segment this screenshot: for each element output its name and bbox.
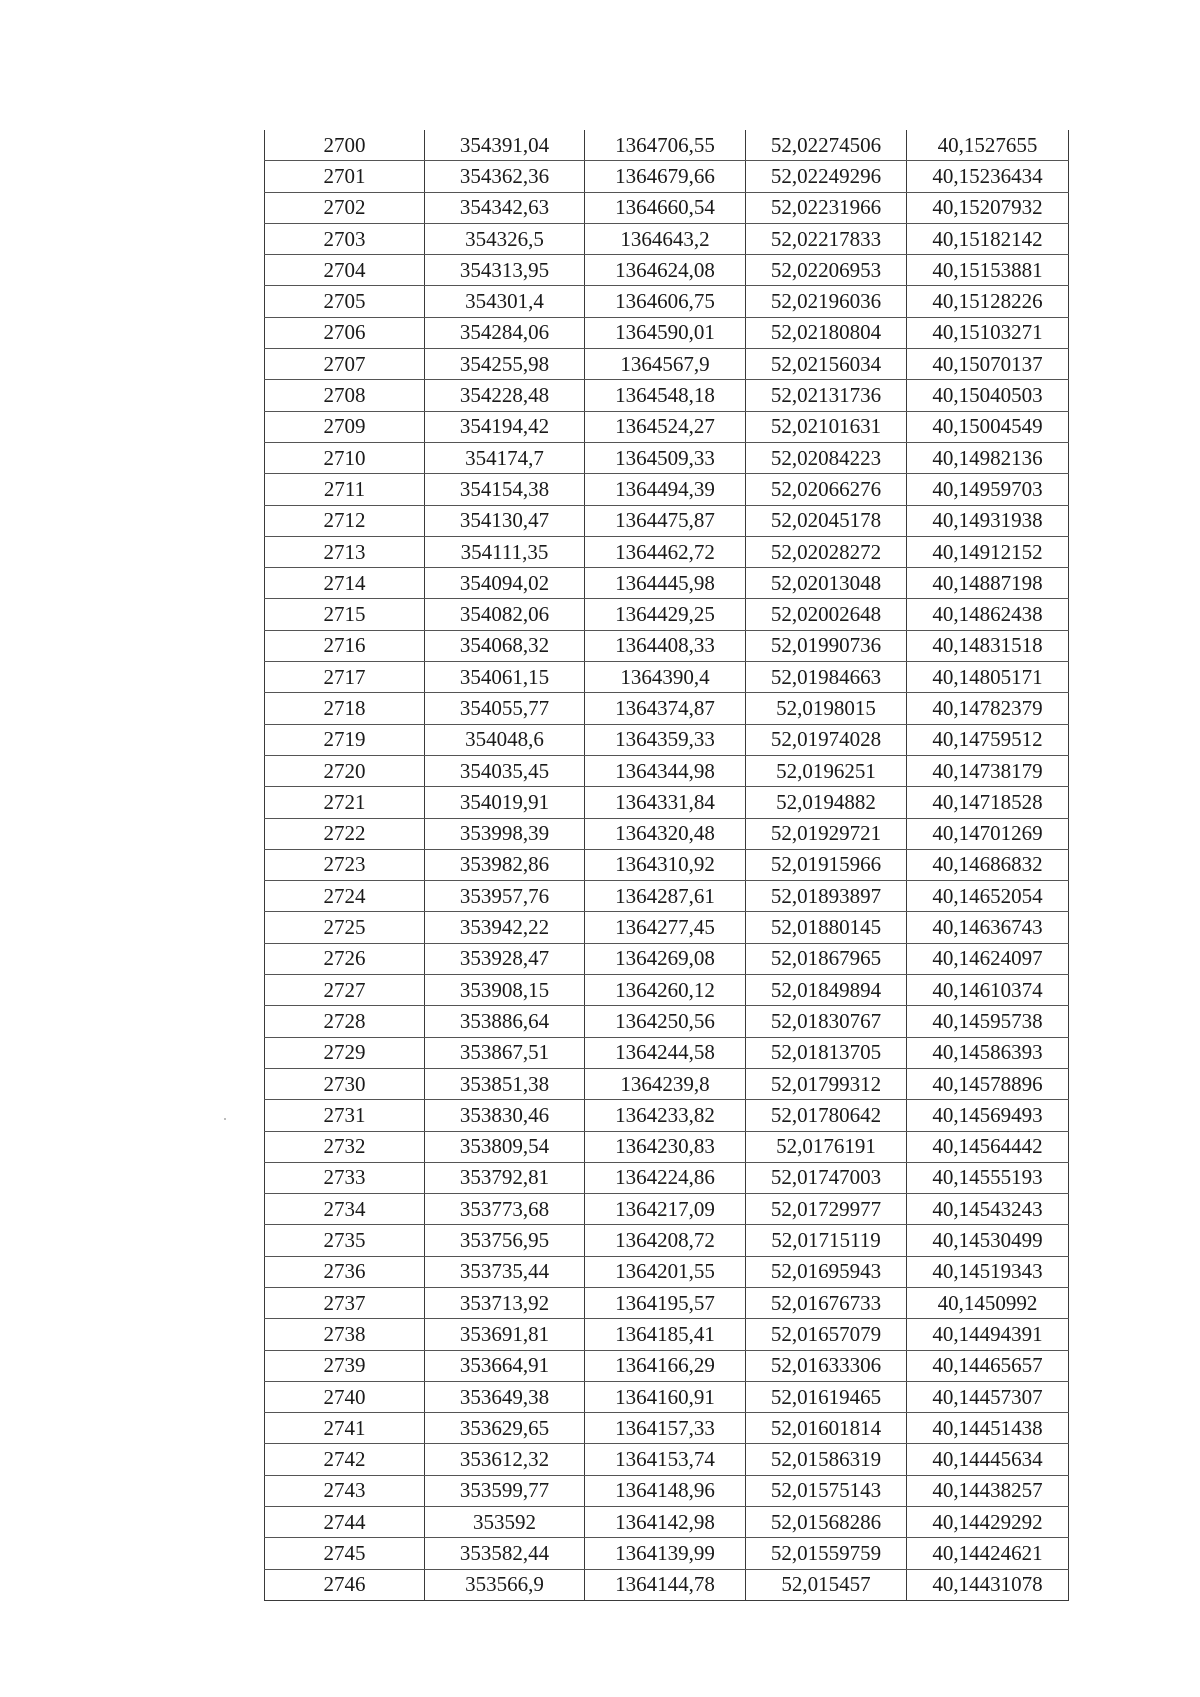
longitude-cell: 40,15236434	[907, 161, 1069, 192]
latitude-cell: 52,01633306	[746, 1350, 907, 1381]
point-number-cell: 2745	[265, 1538, 425, 1569]
point-number-cell: 2734	[265, 1194, 425, 1225]
table-row	[265, 1287, 1069, 1318]
y-coordinate-cell: 1364606,75	[585, 286, 746, 317]
latitude-cell: 52,02131736	[746, 380, 907, 411]
latitude-cell: 52,01780642	[746, 1100, 907, 1131]
point-number-cell: 2723	[265, 849, 425, 880]
longitude-cell: 40,14636743	[907, 912, 1069, 943]
y-coordinate-cell: 1364217,09	[585, 1194, 746, 1225]
y-coordinate-cell: 1364144,78	[585, 1569, 746, 1600]
table-row	[265, 161, 1069, 192]
table-row	[265, 1131, 1069, 1162]
longitude-cell: 40,14445634	[907, 1444, 1069, 1475]
latitude-cell: 52,0176191	[746, 1131, 907, 1162]
longitude-cell: 40,14701269	[907, 818, 1069, 849]
longitude-cell: 40,14931938	[907, 505, 1069, 536]
latitude-cell: 52,02231966	[746, 192, 907, 223]
x-coordinate-cell: 353809,54	[425, 1131, 585, 1162]
point-number-cell: 2713	[265, 536, 425, 567]
latitude-cell: 52,02196036	[746, 286, 907, 317]
latitude-cell: 52,01799312	[746, 1068, 907, 1099]
table-row	[265, 1507, 1069, 1538]
x-coordinate-cell: 353928,47	[425, 943, 585, 974]
longitude-cell: 40,14738179	[907, 755, 1069, 786]
longitude-cell: 40,14457307	[907, 1381, 1069, 1412]
longitude-cell: 40,14569493	[907, 1100, 1069, 1131]
latitude-cell: 52,02217833	[746, 223, 907, 254]
y-coordinate-cell: 1364590,01	[585, 317, 746, 348]
latitude-cell: 52,02002648	[746, 599, 907, 630]
latitude-cell: 52,02084223	[746, 442, 907, 473]
point-number-cell: 2701	[265, 161, 425, 192]
latitude-cell: 52,01849894	[746, 975, 907, 1006]
scan-speck	[224, 1118, 226, 1120]
point-number-cell: 2722	[265, 818, 425, 849]
latitude-cell: 52,01657079	[746, 1319, 907, 1350]
latitude-cell: 52,0194882	[746, 787, 907, 818]
table-row	[265, 255, 1069, 286]
latitude-cell: 52,01867965	[746, 943, 907, 974]
latitude-cell: 52,02274506	[746, 130, 907, 161]
table-row	[265, 1444, 1069, 1475]
y-coordinate-cell: 1364660,54	[585, 192, 746, 223]
longitude-cell: 40,14465657	[907, 1350, 1069, 1381]
x-coordinate-cell: 353908,15	[425, 975, 585, 1006]
y-coordinate-cell: 1364679,66	[585, 161, 746, 192]
x-coordinate-cell: 353867,51	[425, 1037, 585, 1068]
point-number-cell: 2716	[265, 630, 425, 661]
x-coordinate-cell: 353886,64	[425, 1006, 585, 1037]
x-coordinate-cell: 354326,5	[425, 223, 585, 254]
x-coordinate-cell: 353599,77	[425, 1475, 585, 1506]
longitude-cell: 40,14578896	[907, 1068, 1069, 1099]
table-row	[265, 1100, 1069, 1131]
table-row	[265, 130, 1069, 161]
latitude-cell: 52,01880145	[746, 912, 907, 943]
latitude-cell: 52,01601814	[746, 1413, 907, 1444]
x-coordinate-cell: 354284,06	[425, 317, 585, 348]
longitude-cell: 40,14912152	[907, 536, 1069, 567]
point-number-cell: 2741	[265, 1413, 425, 1444]
table-row	[265, 755, 1069, 786]
latitude-cell: 52,01586319	[746, 1444, 907, 1475]
point-number-cell: 2737	[265, 1287, 425, 1318]
x-coordinate-cell: 353612,32	[425, 1444, 585, 1475]
latitude-cell: 52,01813705	[746, 1037, 907, 1068]
point-number-cell: 2735	[265, 1225, 425, 1256]
latitude-cell: 52,02180804	[746, 317, 907, 348]
table-row	[265, 411, 1069, 442]
latitude-cell: 52,02206953	[746, 255, 907, 286]
latitude-cell: 52,02156034	[746, 349, 907, 380]
y-coordinate-cell: 1364408,33	[585, 630, 746, 661]
y-coordinate-cell: 1364166,29	[585, 1350, 746, 1381]
point-number-cell: 2728	[265, 1006, 425, 1037]
latitude-cell: 52,01974028	[746, 724, 907, 755]
point-number-cell: 2709	[265, 411, 425, 442]
x-coordinate-cell: 353735,44	[425, 1256, 585, 1287]
latitude-cell: 52,0198015	[746, 693, 907, 724]
table-row	[265, 693, 1069, 724]
point-number-cell: 2742	[265, 1444, 425, 1475]
latitude-cell: 52,01830767	[746, 1006, 907, 1037]
latitude-cell: 52,02101631	[746, 411, 907, 442]
y-coordinate-cell: 1364142,98	[585, 1507, 746, 1538]
latitude-cell: 52,01893897	[746, 881, 907, 912]
x-coordinate-cell: 353792,81	[425, 1162, 585, 1193]
x-coordinate-cell: 354255,98	[425, 349, 585, 380]
x-coordinate-cell: 354082,06	[425, 599, 585, 630]
latitude-cell: 52,01715119	[746, 1225, 907, 1256]
x-coordinate-cell: 353592	[425, 1507, 585, 1538]
table-row	[265, 349, 1069, 380]
y-coordinate-cell: 1364233,82	[585, 1100, 746, 1131]
point-number-cell: 2731	[265, 1100, 425, 1131]
y-coordinate-cell: 1364706,55	[585, 130, 746, 161]
y-coordinate-cell: 1364390,4	[585, 662, 746, 693]
x-coordinate-cell: 354061,15	[425, 662, 585, 693]
x-coordinate-cell: 353713,92	[425, 1287, 585, 1318]
table-row	[265, 1162, 1069, 1193]
longitude-cell: 40,14494391	[907, 1319, 1069, 1350]
table-row	[265, 1538, 1069, 1569]
y-coordinate-cell: 1364320,48	[585, 818, 746, 849]
longitude-cell: 40,1450992	[907, 1287, 1069, 1318]
x-coordinate-cell: 353998,39	[425, 818, 585, 849]
longitude-cell: 40,14586393	[907, 1037, 1069, 1068]
x-coordinate-cell: 354094,02	[425, 568, 585, 599]
y-coordinate-cell: 1364310,92	[585, 849, 746, 880]
longitude-cell: 40,14429292	[907, 1507, 1069, 1538]
y-coordinate-cell: 1364250,56	[585, 1006, 746, 1037]
x-coordinate-cell: 354174,7	[425, 442, 585, 473]
longitude-cell: 40,14782379	[907, 693, 1069, 724]
latitude-cell: 52,01990736	[746, 630, 907, 661]
x-coordinate-cell: 353942,22	[425, 912, 585, 943]
x-coordinate-cell: 353566,9	[425, 1569, 585, 1600]
latitude-cell: 52,02013048	[746, 568, 907, 599]
latitude-cell: 52,02028272	[746, 536, 907, 567]
latitude-cell: 52,015457	[746, 1569, 907, 1600]
table-row	[265, 849, 1069, 880]
y-coordinate-cell: 1364201,55	[585, 1256, 746, 1287]
longitude-cell: 40,14438257	[907, 1475, 1069, 1506]
point-number-cell: 2718	[265, 693, 425, 724]
y-coordinate-cell: 1364185,41	[585, 1319, 746, 1350]
point-number-cell: 2706	[265, 317, 425, 348]
x-coordinate-cell: 354301,4	[425, 286, 585, 317]
latitude-cell: 52,01575143	[746, 1475, 907, 1506]
y-coordinate-cell: 1364429,25	[585, 599, 746, 630]
point-number-cell: 2746	[265, 1569, 425, 1600]
x-coordinate-cell: 354154,38	[425, 474, 585, 505]
latitude-cell: 52,01695943	[746, 1256, 907, 1287]
latitude-cell: 52,01619465	[746, 1381, 907, 1412]
latitude-cell: 52,01929721	[746, 818, 907, 849]
x-coordinate-cell: 354068,32	[425, 630, 585, 661]
latitude-cell: 52,01915966	[746, 849, 907, 880]
longitude-cell: 40,15040503	[907, 380, 1069, 411]
latitude-cell: 52,01568286	[746, 1507, 907, 1538]
table-row	[265, 1194, 1069, 1225]
point-number-cell: 2733	[265, 1162, 425, 1193]
table-row	[265, 787, 1069, 818]
y-coordinate-cell: 1364567,9	[585, 349, 746, 380]
longitude-cell: 40,14759512	[907, 724, 1069, 755]
table-row	[265, 1475, 1069, 1506]
y-coordinate-cell: 1364160,91	[585, 1381, 746, 1412]
x-coordinate-cell: 354362,36	[425, 161, 585, 192]
y-coordinate-cell: 1364153,74	[585, 1444, 746, 1475]
table-row	[265, 1037, 1069, 1068]
point-number-cell: 2708	[265, 380, 425, 411]
longitude-cell: 40,14543243	[907, 1194, 1069, 1225]
x-coordinate-cell: 353756,95	[425, 1225, 585, 1256]
table-row	[265, 912, 1069, 943]
point-number-cell: 2724	[265, 881, 425, 912]
longitude-cell: 40,14610374	[907, 975, 1069, 1006]
table-row	[265, 599, 1069, 630]
table-row	[265, 1225, 1069, 1256]
x-coordinate-cell: 353629,65	[425, 1413, 585, 1444]
table-row	[265, 474, 1069, 505]
table-row	[265, 1350, 1069, 1381]
table-row	[265, 630, 1069, 661]
table-row	[265, 1319, 1069, 1350]
longitude-cell: 40,14831518	[907, 630, 1069, 661]
point-number-cell: 2743	[265, 1475, 425, 1506]
x-coordinate-cell: 353982,86	[425, 849, 585, 880]
y-coordinate-cell: 1364374,87	[585, 693, 746, 724]
x-coordinate-cell: 354055,77	[425, 693, 585, 724]
longitude-cell: 40,14718528	[907, 787, 1069, 818]
y-coordinate-cell: 1364269,08	[585, 943, 746, 974]
table-row	[265, 662, 1069, 693]
x-coordinate-cell: 354228,48	[425, 380, 585, 411]
x-coordinate-cell: 353830,46	[425, 1100, 585, 1131]
y-coordinate-cell: 1364524,27	[585, 411, 746, 442]
x-coordinate-cell: 353851,38	[425, 1068, 585, 1099]
y-coordinate-cell: 1364239,8	[585, 1068, 746, 1099]
x-coordinate-cell: 354391,04	[425, 130, 585, 161]
point-number-cell: 2736	[265, 1256, 425, 1287]
point-number-cell: 2726	[265, 943, 425, 974]
table-row	[265, 568, 1069, 599]
longitude-cell: 40,15070137	[907, 349, 1069, 380]
x-coordinate-cell: 353691,81	[425, 1319, 585, 1350]
point-number-cell: 2703	[265, 223, 425, 254]
table-row	[265, 536, 1069, 567]
y-coordinate-cell: 1364277,45	[585, 912, 746, 943]
x-coordinate-cell: 353773,68	[425, 1194, 585, 1225]
point-number-cell: 2740	[265, 1381, 425, 1412]
latitude-cell: 52,01984663	[746, 662, 907, 693]
table-row	[265, 881, 1069, 912]
point-number-cell: 2721	[265, 787, 425, 818]
longitude-cell: 40,15103271	[907, 317, 1069, 348]
table-row	[265, 223, 1069, 254]
longitude-cell: 40,15153881	[907, 255, 1069, 286]
table-row	[265, 317, 1069, 348]
point-number-cell: 2702	[265, 192, 425, 223]
longitude-cell: 40,14519343	[907, 1256, 1069, 1287]
y-coordinate-cell: 1364287,61	[585, 881, 746, 912]
point-number-cell: 2738	[265, 1319, 425, 1350]
table-row	[265, 818, 1069, 849]
longitude-cell: 40,15207932	[907, 192, 1069, 223]
table-row	[265, 286, 1069, 317]
point-number-cell: 2711	[265, 474, 425, 505]
point-number-cell: 2707	[265, 349, 425, 380]
y-coordinate-cell: 1364462,72	[585, 536, 746, 567]
y-coordinate-cell: 1364643,2	[585, 223, 746, 254]
point-number-cell: 2700	[265, 130, 425, 161]
latitude-cell: 52,02066276	[746, 474, 907, 505]
table-row	[265, 1569, 1069, 1600]
y-coordinate-cell: 1364344,98	[585, 755, 746, 786]
table-row	[265, 505, 1069, 536]
y-coordinate-cell: 1364244,58	[585, 1037, 746, 1068]
y-coordinate-cell: 1364548,18	[585, 380, 746, 411]
longitude-cell: 40,1527655	[907, 130, 1069, 161]
point-number-cell: 2704	[265, 255, 425, 286]
table-row	[265, 1413, 1069, 1444]
y-coordinate-cell: 1364224,86	[585, 1162, 746, 1193]
longitude-cell: 40,14530499	[907, 1225, 1069, 1256]
point-number-cell: 2719	[265, 724, 425, 755]
y-coordinate-cell: 1364157,33	[585, 1413, 746, 1444]
longitude-cell: 40,14595738	[907, 1006, 1069, 1037]
table-row	[265, 1068, 1069, 1099]
x-coordinate-cell: 354019,91	[425, 787, 585, 818]
y-coordinate-cell: 1364494,39	[585, 474, 746, 505]
longitude-cell: 40,14982136	[907, 442, 1069, 473]
table-row	[265, 975, 1069, 1006]
longitude-cell: 40,15182142	[907, 223, 1069, 254]
y-coordinate-cell: 1364148,96	[585, 1475, 746, 1506]
table-row	[265, 192, 1069, 223]
y-coordinate-cell: 1364208,72	[585, 1225, 746, 1256]
y-coordinate-cell: 1364509,33	[585, 442, 746, 473]
longitude-cell: 40,14862438	[907, 599, 1069, 630]
point-number-cell: 2712	[265, 505, 425, 536]
longitude-cell: 40,14887198	[907, 568, 1069, 599]
x-coordinate-cell: 354194,42	[425, 411, 585, 442]
longitude-cell: 40,14805171	[907, 662, 1069, 693]
point-number-cell: 2710	[265, 442, 425, 473]
y-coordinate-cell: 1364359,33	[585, 724, 746, 755]
x-coordinate-cell: 353649,38	[425, 1381, 585, 1412]
y-coordinate-cell: 1364475,87	[585, 505, 746, 536]
y-coordinate-cell: 1364139,99	[585, 1538, 746, 1569]
point-number-cell: 2739	[265, 1350, 425, 1381]
point-number-cell: 2715	[265, 599, 425, 630]
point-number-cell: 2732	[265, 1131, 425, 1162]
y-coordinate-cell: 1364260,12	[585, 975, 746, 1006]
x-coordinate-cell: 353582,44	[425, 1538, 585, 1569]
point-number-cell: 2714	[265, 568, 425, 599]
x-coordinate-cell: 354130,47	[425, 505, 585, 536]
latitude-cell: 52,01747003	[746, 1162, 907, 1193]
longitude-cell: 40,14686832	[907, 849, 1069, 880]
longitude-cell: 40,14424621	[907, 1538, 1069, 1569]
y-coordinate-cell: 1364445,98	[585, 568, 746, 599]
longitude-cell: 40,15128226	[907, 286, 1069, 317]
table-row	[265, 943, 1069, 974]
point-number-cell: 2705	[265, 286, 425, 317]
point-number-cell: 2729	[265, 1037, 425, 1068]
longitude-cell: 40,14624097	[907, 943, 1069, 974]
point-number-cell: 2727	[265, 975, 425, 1006]
point-number-cell: 2720	[265, 755, 425, 786]
longitude-cell: 40,14959703	[907, 474, 1069, 505]
coordinates-table	[264, 130, 1069, 1601]
point-number-cell: 2730	[265, 1068, 425, 1099]
point-number-cell: 2744	[265, 1507, 425, 1538]
x-coordinate-cell: 354111,35	[425, 536, 585, 567]
x-coordinate-cell: 353664,91	[425, 1350, 585, 1381]
table-row	[265, 1381, 1069, 1412]
x-coordinate-cell: 354313,95	[425, 255, 585, 286]
x-coordinate-cell: 354035,45	[425, 755, 585, 786]
x-coordinate-cell: 354048,6	[425, 724, 585, 755]
y-coordinate-cell: 1364230,83	[585, 1131, 746, 1162]
x-coordinate-cell: 353957,76	[425, 881, 585, 912]
longitude-cell: 40,14431078	[907, 1569, 1069, 1600]
coordinates-table-body	[265, 130, 1069, 1600]
latitude-cell: 52,0196251	[746, 755, 907, 786]
longitude-cell: 40,14451438	[907, 1413, 1069, 1444]
longitude-cell: 40,14564442	[907, 1131, 1069, 1162]
latitude-cell: 52,01559759	[746, 1538, 907, 1569]
latitude-cell: 52,02249296	[746, 161, 907, 192]
table-row	[265, 442, 1069, 473]
longitude-cell: 40,14652054	[907, 881, 1069, 912]
point-number-cell: 2725	[265, 912, 425, 943]
latitude-cell: 52,01676733	[746, 1287, 907, 1318]
latitude-cell: 52,02045178	[746, 505, 907, 536]
point-number-cell: 2717	[265, 662, 425, 693]
table-row	[265, 380, 1069, 411]
table-row	[265, 1256, 1069, 1287]
table-row	[265, 724, 1069, 755]
longitude-cell: 40,15004549	[907, 411, 1069, 442]
table-row	[265, 1006, 1069, 1037]
longitude-cell: 40,14555193	[907, 1162, 1069, 1193]
y-coordinate-cell: 1364331,84	[585, 787, 746, 818]
latitude-cell: 52,01729977	[746, 1194, 907, 1225]
x-coordinate-cell: 354342,63	[425, 192, 585, 223]
y-coordinate-cell: 1364624,08	[585, 255, 746, 286]
y-coordinate-cell: 1364195,57	[585, 1287, 746, 1318]
